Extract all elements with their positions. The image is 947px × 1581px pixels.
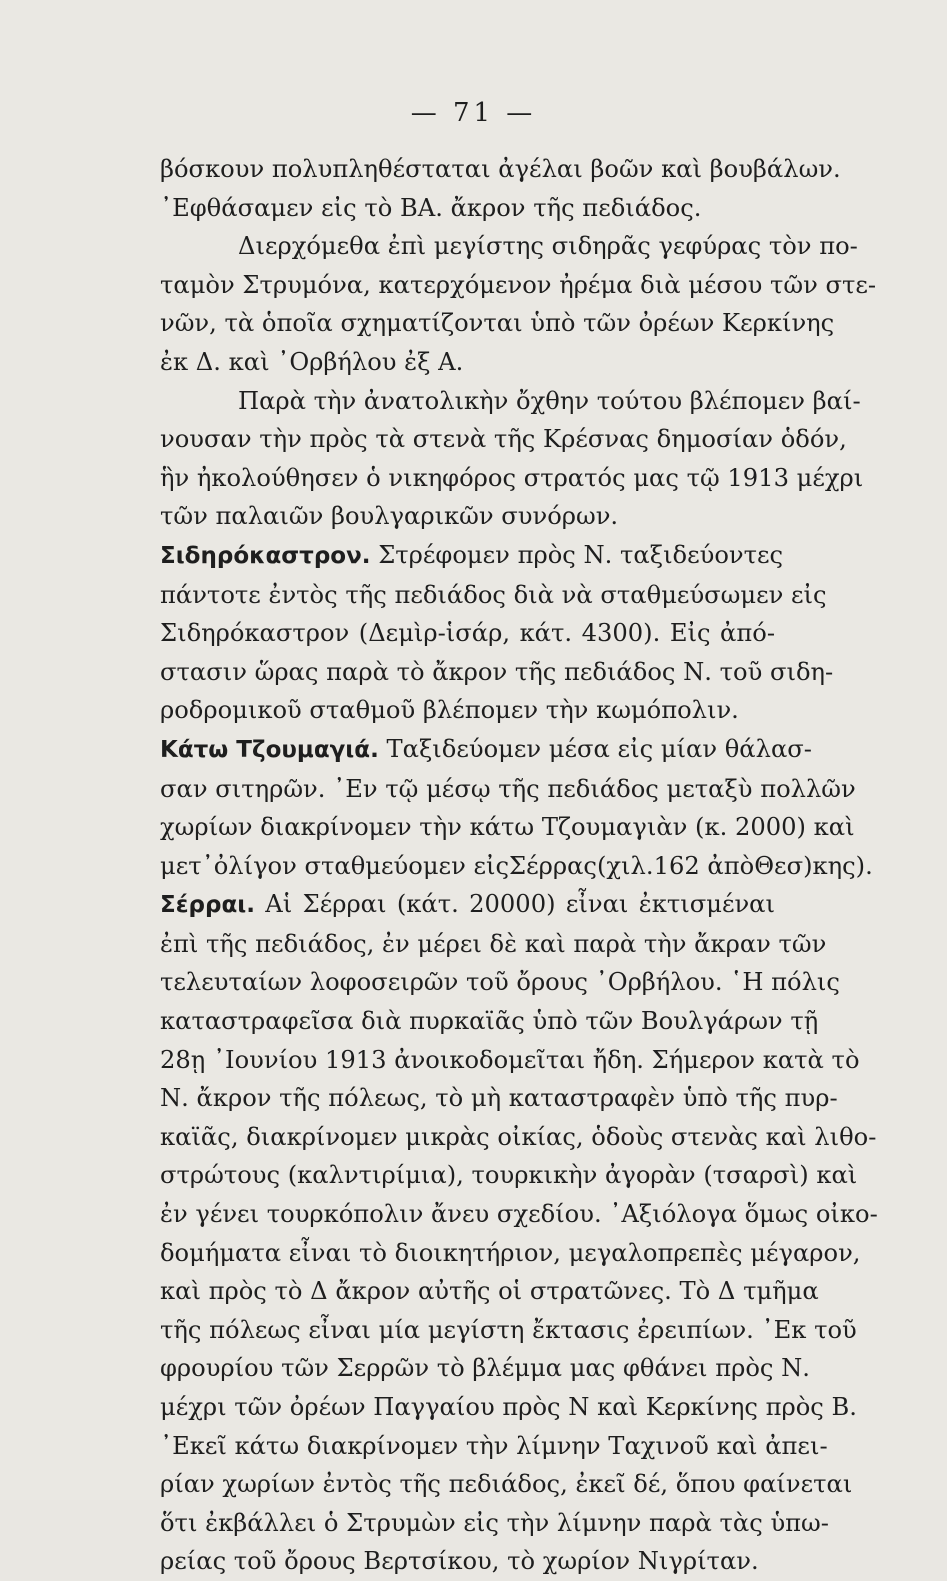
line-text: ρείας τοῦ ὄρους Βερτσίκου, τὸ χωρίον Νιγρίταν.	[160, 1547, 759, 1576]
text-line	[160, 1041, 860, 1080]
text-line	[160, 1156, 858, 1195]
text-line	[160, 1272, 819, 1311]
text-line	[160, 459, 864, 498]
line-text: ᾿Εφθάσαμεν εἰς τὸ ΒΑ. ἄκρον τῆς πεδιάδος.	[160, 193, 702, 222]
text-line	[160, 382, 861, 421]
text-line	[160, 1465, 853, 1504]
line-text: μετ᾿ὀλίγον σταθμεύομεν εἰςΣέρρας(χιλ.162 ἀπὸΘεσ)κης).	[160, 851, 873, 880]
line-text: Ν. ἄκρον τῆς πόλεως, τὸ μὴ καταστραφὲν ὑπὸ τῆς πυρ-	[160, 1084, 838, 1113]
line-text: Στρέφομεν πρὸς Ν. ταξιδεύοντες	[370, 540, 784, 569]
text-line	[160, 691, 775, 730]
section-heading: Κάτω Τζουμαγιά.	[160, 736, 379, 763]
line-text: καὶ πρὸς τὸ Δ ἄκρον αὐτῆς οἱ στρατῶνες. Τὸ Δ τμῆμα	[160, 1277, 819, 1306]
line-text: Ταξιδεύομεν μέσα εἰς μίαν θάλασ-	[378, 734, 812, 763]
line-text: καταστραφεῖσα διὰ πυρκαϊᾶς ὑπὸ τῶν Βουλγάρων τῇ	[160, 1007, 819, 1036]
text-line	[160, 808, 855, 847]
line-text: στρώτους (καλντιρίμια), τουρκικὴν ἀγορὰν (τσαρσὶ) καὶ	[160, 1161, 858, 1190]
text-line	[160, 266, 877, 305]
line-text: ἣν ἠκολούθησεν ὁ νικηφόρος στρατός μας τῷ 1913 μέχρι	[160, 463, 864, 492]
line-text: τῶν παλαιῶν βουλγαρικῶν συνόρων.	[160, 502, 619, 531]
line-text: πάντοτε ἐντὸς τῆς πεδιάδος διὰ νὰ σταθμεύσωμεν εἰς	[160, 580, 827, 609]
line-text: ροδρομικοῦ σταθμοῦ βλέπομεν τὴν κωμόπολιν.	[160, 696, 739, 725]
line-text: ἐπὶ τῆς πεδιάδος, ἐν μέρει δὲ καὶ παρὰ τὴν ἄκραν τῶν	[160, 929, 827, 958]
text-line	[160, 885, 775, 925]
line-text: ἐκ Δ. καὶ ᾿Ορβήλου ἐξ Α.	[160, 347, 464, 376]
text-line	[160, 497, 775, 536]
body-text	[160, 150, 878, 1581]
text-line	[160, 1118, 877, 1157]
line-text: σαν σιτηρῶν. ᾿Εν τῷ μέσῳ τῆς πεδιάδος μεταξὺ πολλῶν	[160, 774, 856, 803]
section-heading: Σιδηρόκαστρον.	[160, 542, 371, 569]
text-line	[160, 343, 775, 382]
text-line	[160, 1349, 810, 1388]
text-line	[160, 770, 856, 809]
text-line	[160, 420, 847, 459]
line-text: ὅτι ἐκβάλλει ὁ Στρυμὼν εἰς τὴν λίμνην παρὰ τὰς ὑπω-	[160, 1508, 829, 1537]
text-line	[160, 304, 835, 343]
text-line	[160, 1234, 861, 1273]
line-text: φρουρίου τῶν Σερρῶν τὸ βλέμμα μας φθάνει πρὸς Ν.	[160, 1354, 810, 1383]
text-line	[160, 150, 841, 189]
text-line	[160, 963, 840, 1002]
line-text: νῶν, τὰ ὁποῖα σχηματίζονται ὑπὸ τῶν ὀρέων Κερκίνης	[160, 309, 835, 338]
text-line	[160, 1504, 829, 1543]
line-text: στασιν ὥρας παρὰ τὸ ἄκρον τῆς πεδιάδος Ν. τοῦ σιδη-	[160, 657, 834, 686]
text-line	[160, 1388, 857, 1427]
page-number: — 71 —	[410, 98, 537, 128]
line-text: ᾿Εκεῖ κάτω διακρίνομεν τὴν λίμνην Ταχινοῦ καὶ ἀπει-	[160, 1431, 828, 1460]
section-heading: Σέρραι.	[160, 892, 255, 919]
line-text: Διερχόμεθα ἐπὶ μεγίστης σιδηρᾶς γεφύρας τὸν πο-	[238, 232, 858, 261]
text-line	[160, 1427, 828, 1466]
text-line	[160, 189, 775, 228]
line-text: 28ῃ ᾿Ιουνίου 1913 ἀνοικοδομεῖται ἤδη. Σήμερον κατὰ τὸ	[160, 1045, 860, 1074]
line-text: ταμὸν Στρυμόνα, κατερχόμενον ἠρέμα διὰ μέσου τῶν στε-	[160, 270, 877, 299]
line-text: χωρίων διακρίνομεν τὴν κάτω Τζουμαγιὰν (κ. 2000) καὶ	[160, 813, 855, 842]
line-text: Παρὰ τὴν ἀνατολικὴν ὄχθην τούτου βλέπομεν βαί-	[238, 386, 861, 415]
text-line	[160, 653, 834, 692]
text-line	[160, 925, 827, 964]
text-line	[160, 1542, 775, 1581]
line-text: νουσαν τὴν πρὸς τὰ στενὰ τῆς Κρέσνας δημοσίαν ὁδόν,	[160, 425, 847, 454]
text-line	[160, 847, 873, 886]
text-line	[160, 536, 784, 576]
line-text: ἐν γένει τουρκόπολιν ἄνευ σχεδίου. ᾿Αξιόλογα ὅμως οἰκο-	[160, 1200, 878, 1229]
text-line	[160, 576, 827, 615]
text-line	[160, 1311, 857, 1350]
text-line	[160, 227, 858, 266]
line-text: τελευταίων λοφοσειρῶν τοῦ ὄρους ᾿Ορβήλου. ῾Η πόλις	[160, 968, 840, 997]
line-text: ρίαν χωρίων ἐντὸς τῆς πεδιάδος, ἐκεῖ δέ, ὅπου φαίνεται	[160, 1470, 853, 1499]
text-line	[160, 1002, 819, 1041]
line-text: τῆς πόλεως εἶναι μία μεγίστη ἔκτασις ἐρειπίων. ᾿Εκ τοῦ	[160, 1315, 857, 1344]
text-line	[160, 1195, 878, 1234]
text-line	[160, 614, 775, 653]
text-line	[160, 730, 812, 770]
line-text: καϊᾶς, διακρίνομεν μικρὰς οἰκίας, ὁδοὺς στενὰς καὶ λιθο-	[160, 1122, 877, 1151]
line-text: μέχρι τῶν ὀρέων Παγγαίου πρὸς Ν καὶ Κερκίνης πρὸς Β.	[160, 1393, 857, 1421]
line-text: Αἱ Σέρραι (κάτ. 20000) εἶναι ἐκτισμέναι	[254, 890, 775, 919]
line-text: Σιδηρόκαστρον (Δεμὶρ-ἱσάρ, κάτ. 4300). Εἰς ἀπό-	[160, 619, 775, 648]
text-line	[160, 1079, 838, 1118]
line-text: βόσκουν πολυπληθέσταται ἀγέλαι βοῶν καὶ βουβάλων.	[160, 155, 841, 183]
line-text: δομήματα εἶναι τὸ διοικητήριον, μεγαλοπρεπὲς μέγαρον,	[160, 1238, 861, 1267]
